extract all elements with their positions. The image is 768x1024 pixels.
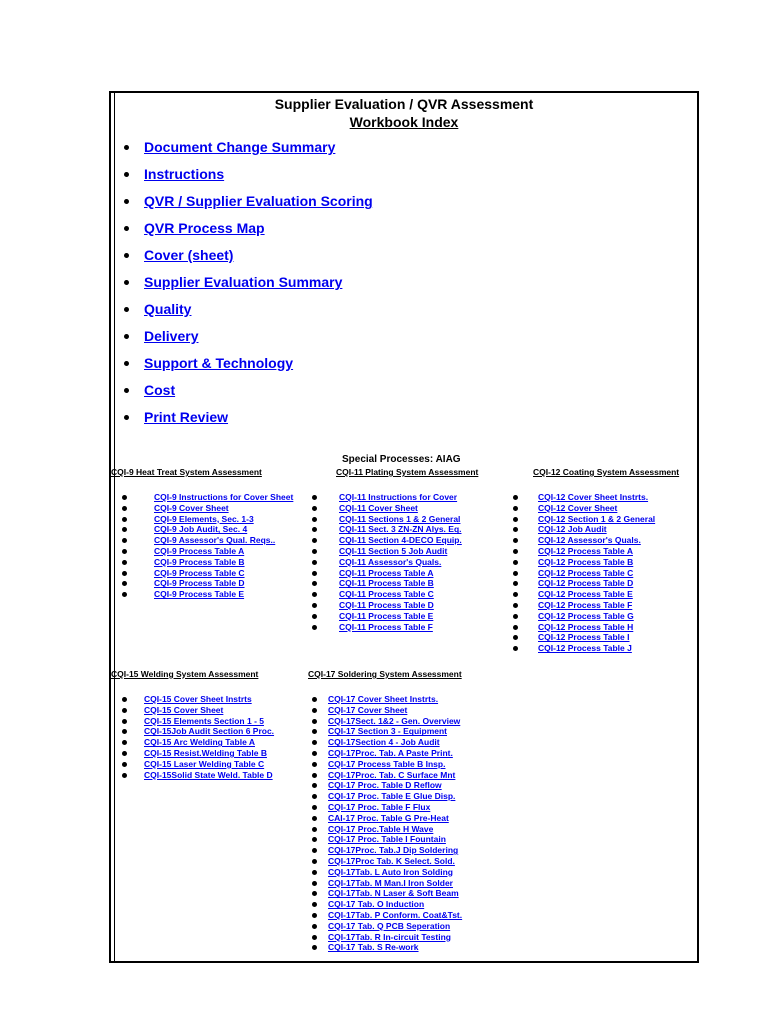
cqi12-link[interactable]: CQI-12 Process Table A: [538, 546, 633, 556]
bullet-icon: [122, 729, 127, 734]
cqi17-link[interactable]: CAI-17 Proc. Table G Pre-Heat: [328, 812, 449, 823]
cqi11-heading: CQI-11 Plating System Assessment: [336, 467, 479, 477]
bullet-icon: [124, 388, 129, 393]
cqi15-heading: CQI-15 Welding System Assessment: [111, 669, 259, 679]
bullet-icon: [122, 762, 127, 767]
cost-link[interactable]: Cost: [144, 382, 176, 398]
bullet-icon: [122, 592, 127, 597]
bullet-icon: [513, 625, 518, 630]
bullet-icon: [312, 805, 317, 810]
bullet-icon: [513, 506, 518, 511]
cqi11-link[interactable]: CQI-11 Process Table A: [339, 567, 434, 578]
cqi17-link[interactable]: CQI-17Tab. N Laser & Soft Beam: [328, 888, 459, 899]
bullet-icon: [312, 881, 317, 886]
cqi17-link[interactable]: CQI-17Section 4 - Job Audit: [328, 737, 440, 748]
page-title: Supplier Evaluation / QVR Assessment: [274, 96, 534, 112]
support-technology-link[interactable]: Support & Technology: [144, 355, 294, 371]
cqi12-link[interactable]: CQI-12 Cover Sheet Instrts.: [538, 492, 649, 502]
bullet-icon: [312, 935, 317, 940]
bullet-icon: [513, 592, 518, 597]
cqi17-link[interactable]: CQI-17 Proc. Table D Reflow: [328, 780, 442, 791]
bullet-icon: [312, 762, 317, 767]
cqi11-link[interactable]: CQI-11 Sections 1 & 2 General: [339, 513, 461, 524]
cqi17-link[interactable]: CQI-17Tab. L Auto Iron Solding: [328, 866, 453, 877]
cqi15-link[interactable]: CQI-15 Cover Sheet Instrts: [144, 694, 252, 704]
page-subtitle: Workbook Index: [349, 114, 459, 130]
bullet-icon: [312, 827, 317, 832]
bullet-icon: [122, 527, 127, 532]
bullet-icon: [124, 145, 129, 150]
bullet-icon: [122, 495, 127, 500]
bullet-icon: [513, 603, 518, 608]
bullet-icon: [312, 527, 317, 532]
bullet-icon: [124, 307, 129, 312]
cqi15-link[interactable]: CQI-15Solid State Weld. Table D: [144, 769, 273, 780]
bullet-icon: [122, 697, 127, 702]
bullet-icon: [513, 495, 518, 500]
bullet-icon: [312, 625, 317, 630]
cqi12-heading: CQI-12 Coating System Assessment: [533, 467, 680, 477]
bullet-icon: [312, 794, 317, 799]
cqi9-link[interactable]: CQI-9 Job Audit, Sec. 4: [154, 524, 248, 535]
cqi11-link[interactable]: CQI-11 Process Table C: [339, 589, 434, 600]
bullet-icon: [513, 571, 518, 576]
cqi17-link[interactable]: CQI-17Proc Tab. K Select. Sold.: [328, 856, 455, 866]
print-review-link[interactable]: Print Review: [144, 409, 229, 425]
bullet-icon: [122, 560, 127, 565]
cqi11-link[interactable]: CQI-11 Process Table E: [339, 610, 434, 621]
bullet-icon: [122, 740, 127, 745]
bullet-icon: [122, 571, 127, 576]
bullet-icon: [312, 783, 317, 788]
cqi17-link[interactable]: CQI-17Tab. P Conform. Coat&Tst.: [328, 910, 463, 920]
cqi11-link[interactable]: CQI-11 Sect. 3 ZN-ZN Alys. Eq.: [339, 524, 462, 535]
cqi17-link[interactable]: CQI-17 Process Table B Insp.: [328, 758, 446, 769]
cqi12-link[interactable]: CQI-12 Process Table I: [538, 632, 630, 643]
bullet-icon: [312, 913, 317, 918]
cqi9-link[interactable]: CQI-9 Process Table B: [154, 556, 245, 567]
cqi17-link[interactable]: CQI-17Proc. Tab.J Dip Soldering: [328, 845, 459, 856]
bullet-icon: [312, 581, 317, 586]
cqi11-link[interactable]: CQI-11 Assessor's Quals.: [339, 556, 442, 567]
bullet-icon: [312, 729, 317, 734]
cqi12-link[interactable]: CQI-12 Process Table H: [538, 621, 634, 632]
delivery-link[interactable]: Delivery: [144, 328, 199, 344]
bullet-icon: [122, 506, 127, 511]
bullet-icon: [513, 517, 518, 522]
cqi9-link[interactable]: CQI-9 Process Table E: [154, 589, 245, 600]
frame-inner-border: [114, 93, 115, 961]
bullet-icon: [312, 603, 317, 608]
bullet-icon: [124, 280, 129, 285]
instructions-link[interactable]: Instructions: [144, 166, 225, 182]
bullet-icon: [312, 891, 317, 896]
workbook-index-frame: [109, 91, 699, 963]
cqi12-link[interactable]: CQI-12 Process Table E: [538, 589, 633, 600]
bullet-icon: [124, 361, 129, 366]
qvr-scoring-link[interactable]: QVR / Supplier Evaluation Scoring: [144, 193, 373, 209]
cqi11-link[interactable]: CQI-11 Cover Sheet: [339, 502, 418, 513]
cqi15-link[interactable]: CQI-15 Resist.Welding Table B: [144, 748, 267, 758]
cqi17-heading: CQI-17 Soldering System Assessment: [308, 669, 462, 679]
bullet-icon: [312, 773, 317, 778]
supplier-evaluation-summary-link[interactable]: Supplier Evaluation Summary: [144, 274, 343, 290]
bullet-icon: [312, 614, 317, 619]
cqi9-link[interactable]: CQI-9 Assessor's Qual. Reqs..: [154, 535, 276, 546]
cqi17-link[interactable]: CQI-17 Tab. S Re-work: [328, 942, 419, 953]
quality-link[interactable]: Quality: [144, 301, 192, 317]
bullet-icon: [513, 549, 518, 554]
bullet-icon: [312, 837, 317, 842]
cqi17-link[interactable]: CQI-17 Proc. Table I Fountain: [328, 834, 446, 845]
cqi15-link[interactable]: CQI-15 Arc Welding Table A: [144, 737, 255, 748]
bullet-icon: [312, 740, 317, 745]
cqi12-link[interactable]: CQI-12 Process Table C: [538, 567, 634, 578]
cqi17-link[interactable]: CQI-17Tab. R In-circuit Testing: [328, 931, 451, 942]
bullet-icon: [124, 226, 129, 231]
bullet-icon: [513, 581, 518, 586]
cqi15-link[interactable]: CQI-15 Elements Section 1 - 5: [144, 715, 264, 726]
bullet-icon: [312, 719, 317, 724]
bullet-icon: [122, 719, 127, 724]
cqi12-link[interactable]: CQI-12 Job Audit: [538, 524, 607, 535]
cqi11-link[interactable]: CQI-11 Section 5 Job Audit: [339, 546, 448, 556]
cqi11-link[interactable]: CQI-11 Instructions for Cover: [339, 492, 458, 502]
bullet-icon: [124, 415, 129, 420]
cqi15-link[interactable]: CQI-15 Laser Welding Table C: [144, 758, 265, 769]
bullet-icon: [513, 527, 518, 532]
bullet-icon: [312, 697, 317, 702]
bullet-icon: [312, 816, 317, 821]
cqi9-link[interactable]: CQI-9 Instructions for Cover Sheet: [154, 492, 294, 502]
cqi11-link[interactable]: CQI-11 Process Table B: [339, 578, 434, 589]
bullet-icon: [122, 549, 127, 554]
bullet-icon: [312, 538, 317, 543]
cqi17-link[interactable]: CQI-17Proc. Tab. A Paste Print.: [328, 748, 453, 758]
bullet-icon: [312, 495, 317, 500]
bullet-icon: [124, 253, 129, 258]
bullet-icon: [312, 560, 317, 565]
bullet-icon: [312, 848, 317, 853]
special-processes-heading: Special Processes: AIAG: [342, 454, 461, 465]
cqi15-link[interactable]: CQI-15 Cover Sheet: [144, 704, 224, 715]
cqi17-link[interactable]: CQI-17 Cover Sheet: [328, 704, 408, 715]
cqi17-link[interactable]: CQI-17 Tab. Q PCB Seperation: [328, 920, 451, 931]
bullet-icon: [124, 199, 129, 204]
bullet-icon: [124, 334, 129, 339]
cqi12-link[interactable]: CQI-12 Process Table G: [538, 610, 634, 621]
bullet-icon: [122, 538, 127, 543]
document-change-summary-link[interactable]: Document Change Summary: [144, 139, 336, 155]
cqi17-link[interactable]: CQI-17Proc. Tab. C Surface Mnt: [328, 769, 456, 780]
cqi17-link[interactable]: CQI-17Tab. M Man.I Iron Solder: [328, 877, 453, 888]
cqi12-link[interactable]: CQI-12 Cover Sheet: [538, 502, 618, 513]
bullet-icon: [312, 870, 317, 875]
cqi12-link[interactable]: CQI-12 Process Table J: [538, 643, 632, 654]
bullet-icon: [122, 773, 127, 778]
bullet-icon: [312, 902, 317, 907]
cqi9-link[interactable]: CQI-9 Elements, Sec. 1-3: [154, 513, 254, 524]
cqi12-link[interactable]: CQI-12 Process Table B: [538, 556, 634, 567]
bullet-icon: [122, 708, 127, 713]
bullet-icon: [312, 859, 317, 864]
bullet-icon: [122, 517, 127, 522]
cqi17-link[interactable]: CQI-17 Proc.Table H Wave: [328, 823, 434, 834]
bullet-icon: [312, 506, 317, 511]
bullet-icon: [513, 538, 518, 543]
cqi17-link[interactable]: CQI-17Sect. 1&2 - Gen. Overview: [328, 715, 461, 726]
cqi9-link[interactable]: CQI-9 Process Table A: [154, 546, 245, 556]
bullet-icon: [312, 708, 317, 713]
cqi17-link[interactable]: CQI-17 Proc. Table E Glue Disp.: [328, 791, 456, 802]
bullet-icon: [513, 635, 518, 640]
bullet-icon: [124, 172, 129, 177]
cqi12-link[interactable]: CQI-12 Section 1 & 2 General: [538, 513, 656, 524]
bullet-icon: [513, 560, 518, 565]
bullet-icon: [513, 614, 518, 619]
cqi11-link[interactable]: CQI-11 Process Table F: [339, 621, 433, 632]
cqi15-link[interactable]: CQI-15Job Audit Section 6 Proc.: [144, 726, 275, 737]
bullet-icon: [122, 581, 127, 586]
bullet-icon: [312, 517, 317, 522]
cqi17-link[interactable]: CQI-17 Proc. Table F Flux: [328, 802, 431, 812]
cqi12-link[interactable]: CQI-12 Process Table F: [538, 600, 633, 610]
cqi9-link[interactable]: CQI-9 Process Table C: [154, 567, 245, 578]
cqi9-heading: CQI-9 Heat Treat System Assessment: [111, 467, 262, 477]
bullet-icon: [312, 751, 317, 756]
bullet-icon: [312, 571, 317, 576]
cover-sheet-link[interactable]: Cover (sheet): [144, 247, 234, 263]
cqi12-link[interactable]: CQI-12 Assessor's Quals.: [538, 535, 641, 546]
cqi17-link[interactable]: CQI-17 Tab. O Induction: [328, 899, 425, 910]
bullet-icon: [122, 751, 127, 756]
cqi11-link[interactable]: CQI-11 Process Table D: [339, 600, 434, 610]
cqi17-link[interactable]: CQI-17 Section 3 - Equipment: [328, 726, 448, 737]
qvr-process-map-link[interactable]: QVR Process Map: [144, 220, 265, 236]
bullet-icon: [312, 549, 317, 554]
bullet-icon: [312, 924, 317, 929]
cqi9-link[interactable]: CQI-9 Cover Sheet: [154, 502, 229, 513]
cqi12-link[interactable]: CQI-12 Process Table D: [538, 578, 634, 589]
bullet-icon: [312, 945, 317, 950]
cqi9-link[interactable]: CQI-9 Process Table D: [154, 578, 245, 589]
cqi11-link[interactable]: CQI-11 Section 4-DECO Equip.: [339, 535, 462, 546]
cqi17-link[interactable]: CQI-17 Cover Sheet Instrts.: [328, 694, 439, 704]
bullet-icon: [513, 646, 518, 651]
bullet-icon: [312, 592, 317, 597]
